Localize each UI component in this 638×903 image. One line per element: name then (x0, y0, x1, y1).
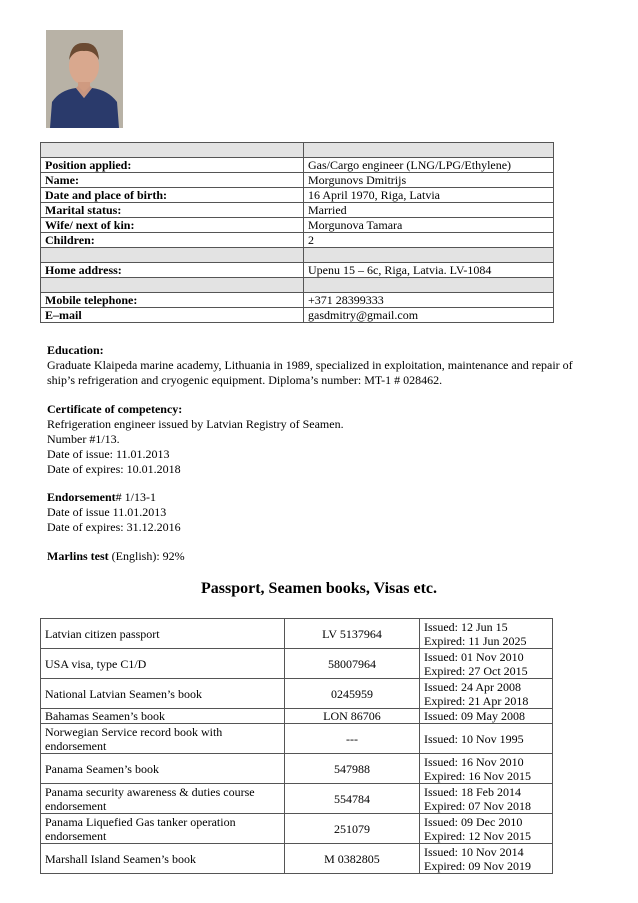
table-row (41, 709, 553, 724)
address-value: Upenu 15 – 6c, Riga, Latvia. LV-1084 (304, 263, 554, 278)
marlins-heading: Marlins test (47, 549, 109, 563)
doc-issued: Issued: 09 Dec 2010 (424, 814, 523, 829)
children-value: 2 (304, 233, 554, 248)
doc-name: Norwegian Service record book with endorsement (41, 724, 285, 754)
certificate-section (47, 402, 344, 477)
table-row-spacer (41, 143, 554, 158)
doc-expired: Expired: 16 Nov 2015 (424, 768, 532, 783)
doc-name: Marshall Island Seamen’s book (41, 844, 285, 874)
doc-expired: Expired: 21 Apr 2018 (424, 693, 529, 708)
position-label: Position applied: (41, 158, 304, 173)
doc-name: Panama Liquefied Gas tanker operation endorsement (41, 814, 285, 844)
table-row (41, 649, 553, 679)
doc-expired: Expired: 07 Nov 2018 (424, 798, 532, 813)
name-label: Name: (41, 173, 304, 188)
doc-number: 0245959 (284, 679, 419, 709)
table-row (41, 188, 554, 203)
table-row (41, 679, 553, 709)
doc-issued: Issued: 16 Nov 2010 (424, 754, 524, 769)
kin-label: Wife/ next of kin: (41, 218, 304, 233)
doc-issued: Issued: 12 Jun 15 (424, 619, 508, 634)
marital-label: Marital status: (41, 203, 304, 218)
doc-name: USA visa, type C1/D (41, 649, 285, 679)
name-value: Morgunovs Dmitrijs (304, 173, 554, 188)
children-label: Children: (41, 233, 304, 248)
doc-issued: Issued: 10 Nov 2014 (424, 844, 524, 859)
birth-label: Date and place of birth: (41, 188, 304, 203)
endorsement-number: # 1/13-1 (115, 490, 157, 504)
doc-expired: Expired: 11 Jun 2025 (424, 633, 527, 648)
table-row (41, 814, 553, 844)
portrait-photo (46, 30, 123, 128)
table-row (41, 173, 554, 188)
doc-dates (420, 814, 553, 844)
doc-number: 58007964 (284, 649, 419, 679)
address-label: Home address: (41, 263, 304, 278)
endorsement-heading: Endorsement (47, 490, 116, 504)
doc-dates (420, 724, 553, 754)
certificate-line: Number #1/13. (47, 432, 120, 446)
table-row (41, 233, 554, 248)
education-line: ship’s refrigeration and cryogenic equipment. Diploma’s number: MT-1 # 028462. (47, 373, 443, 387)
position-value: Gas/Cargo engineer (LNG/LPG/Ethylene) (304, 158, 554, 173)
table-row (41, 619, 553, 649)
endorsement-line: Date of issue 11.01.2013 (47, 505, 167, 519)
email-label: E–mail (41, 308, 304, 323)
table-row-spacer (41, 248, 554, 263)
doc-issued: Issued: 10 Nov 1995 (424, 731, 524, 746)
doc-issued: Issued: 24 Apr 2008 (424, 679, 522, 694)
table-row (41, 203, 554, 218)
documents-table (40, 618, 553, 874)
birth-value: 16 April 1970, Riga, Latvia (304, 188, 554, 203)
doc-number: 251079 (284, 814, 419, 844)
table-row (41, 844, 553, 874)
doc-dates (420, 754, 553, 784)
table-row (41, 263, 554, 278)
doc-issued: Issued: 01 Nov 2010 (424, 649, 524, 664)
personal-info-table (40, 142, 554, 323)
endorsement-line: Date of expires: 31.12.2016 (47, 520, 181, 534)
marlins-section (47, 549, 185, 564)
table-row (41, 308, 554, 323)
certificate-line: Date of expires: 10.01.2018 (47, 462, 181, 476)
doc-name: National Latvian Seamen’s book (41, 679, 285, 709)
doc-expired: Expired: 12 Nov 2015 (424, 828, 532, 843)
mobile-value: +371 28399333 (304, 293, 554, 308)
doc-dates (420, 649, 553, 679)
mobile-label: Mobile telephone: (41, 293, 304, 308)
certificate-heading: Certificate of competency: (47, 402, 183, 416)
email-value[interactable]: gasdmitry@gmail.com (304, 308, 554, 323)
doc-expired: Expired: 27 Oct 2015 (424, 663, 528, 678)
doc-number: LV 5137964 (284, 619, 419, 649)
doc-name: Bahamas Seamen’s book (41, 709, 285, 724)
doc-dates (420, 619, 553, 649)
endorsement-section (47, 490, 181, 535)
marital-value: Married (304, 203, 554, 218)
table-row (41, 724, 553, 754)
doc-issued: Issued: 09 May 2008 (424, 709, 526, 723)
doc-name: Panama security awareness & duties course endorsement (41, 784, 285, 814)
kin-value: Morgunova Tamara (304, 218, 554, 233)
doc-name: Panama Seamen’s book (41, 754, 285, 784)
doc-dates (420, 709, 553, 724)
doc-issued: Issued: 18 Feb 2014 (424, 784, 522, 799)
table-row-spacer (41, 278, 554, 293)
table-row (41, 218, 554, 233)
education-line: Graduate Klaipeda marine academy, Lithuania in 1989, specialized in exploitation, maintenance and repair of (47, 358, 573, 372)
education-heading: Education: (47, 343, 104, 357)
doc-dates (420, 679, 553, 709)
table-row (41, 293, 554, 308)
passport-section-title: Passport, Seamen books, Visas etc. (200, 580, 437, 597)
doc-number: LON 86706 (284, 709, 419, 724)
certificate-line: Refrigeration engineer issued by Latvian Registry of Seamen. (47, 417, 344, 431)
doc-number: --- (284, 724, 419, 754)
table-row (41, 784, 553, 814)
doc-name: Latvian citizen passport (41, 619, 285, 649)
table-row (41, 754, 553, 784)
doc-dates (420, 784, 553, 814)
table-row (41, 158, 554, 173)
education-section (47, 343, 573, 388)
doc-number: M 0382805 (284, 844, 419, 874)
doc-number: 547988 (284, 754, 419, 784)
doc-dates (420, 844, 553, 874)
doc-expired: Expired: 09 Nov 2019 (424, 858, 532, 873)
portrait-image (46, 30, 123, 128)
marlins-value: (English): 92% (108, 549, 185, 563)
doc-number: 554784 (284, 784, 419, 814)
certificate-line: Date of issue: 11.01.2013 (47, 447, 170, 461)
